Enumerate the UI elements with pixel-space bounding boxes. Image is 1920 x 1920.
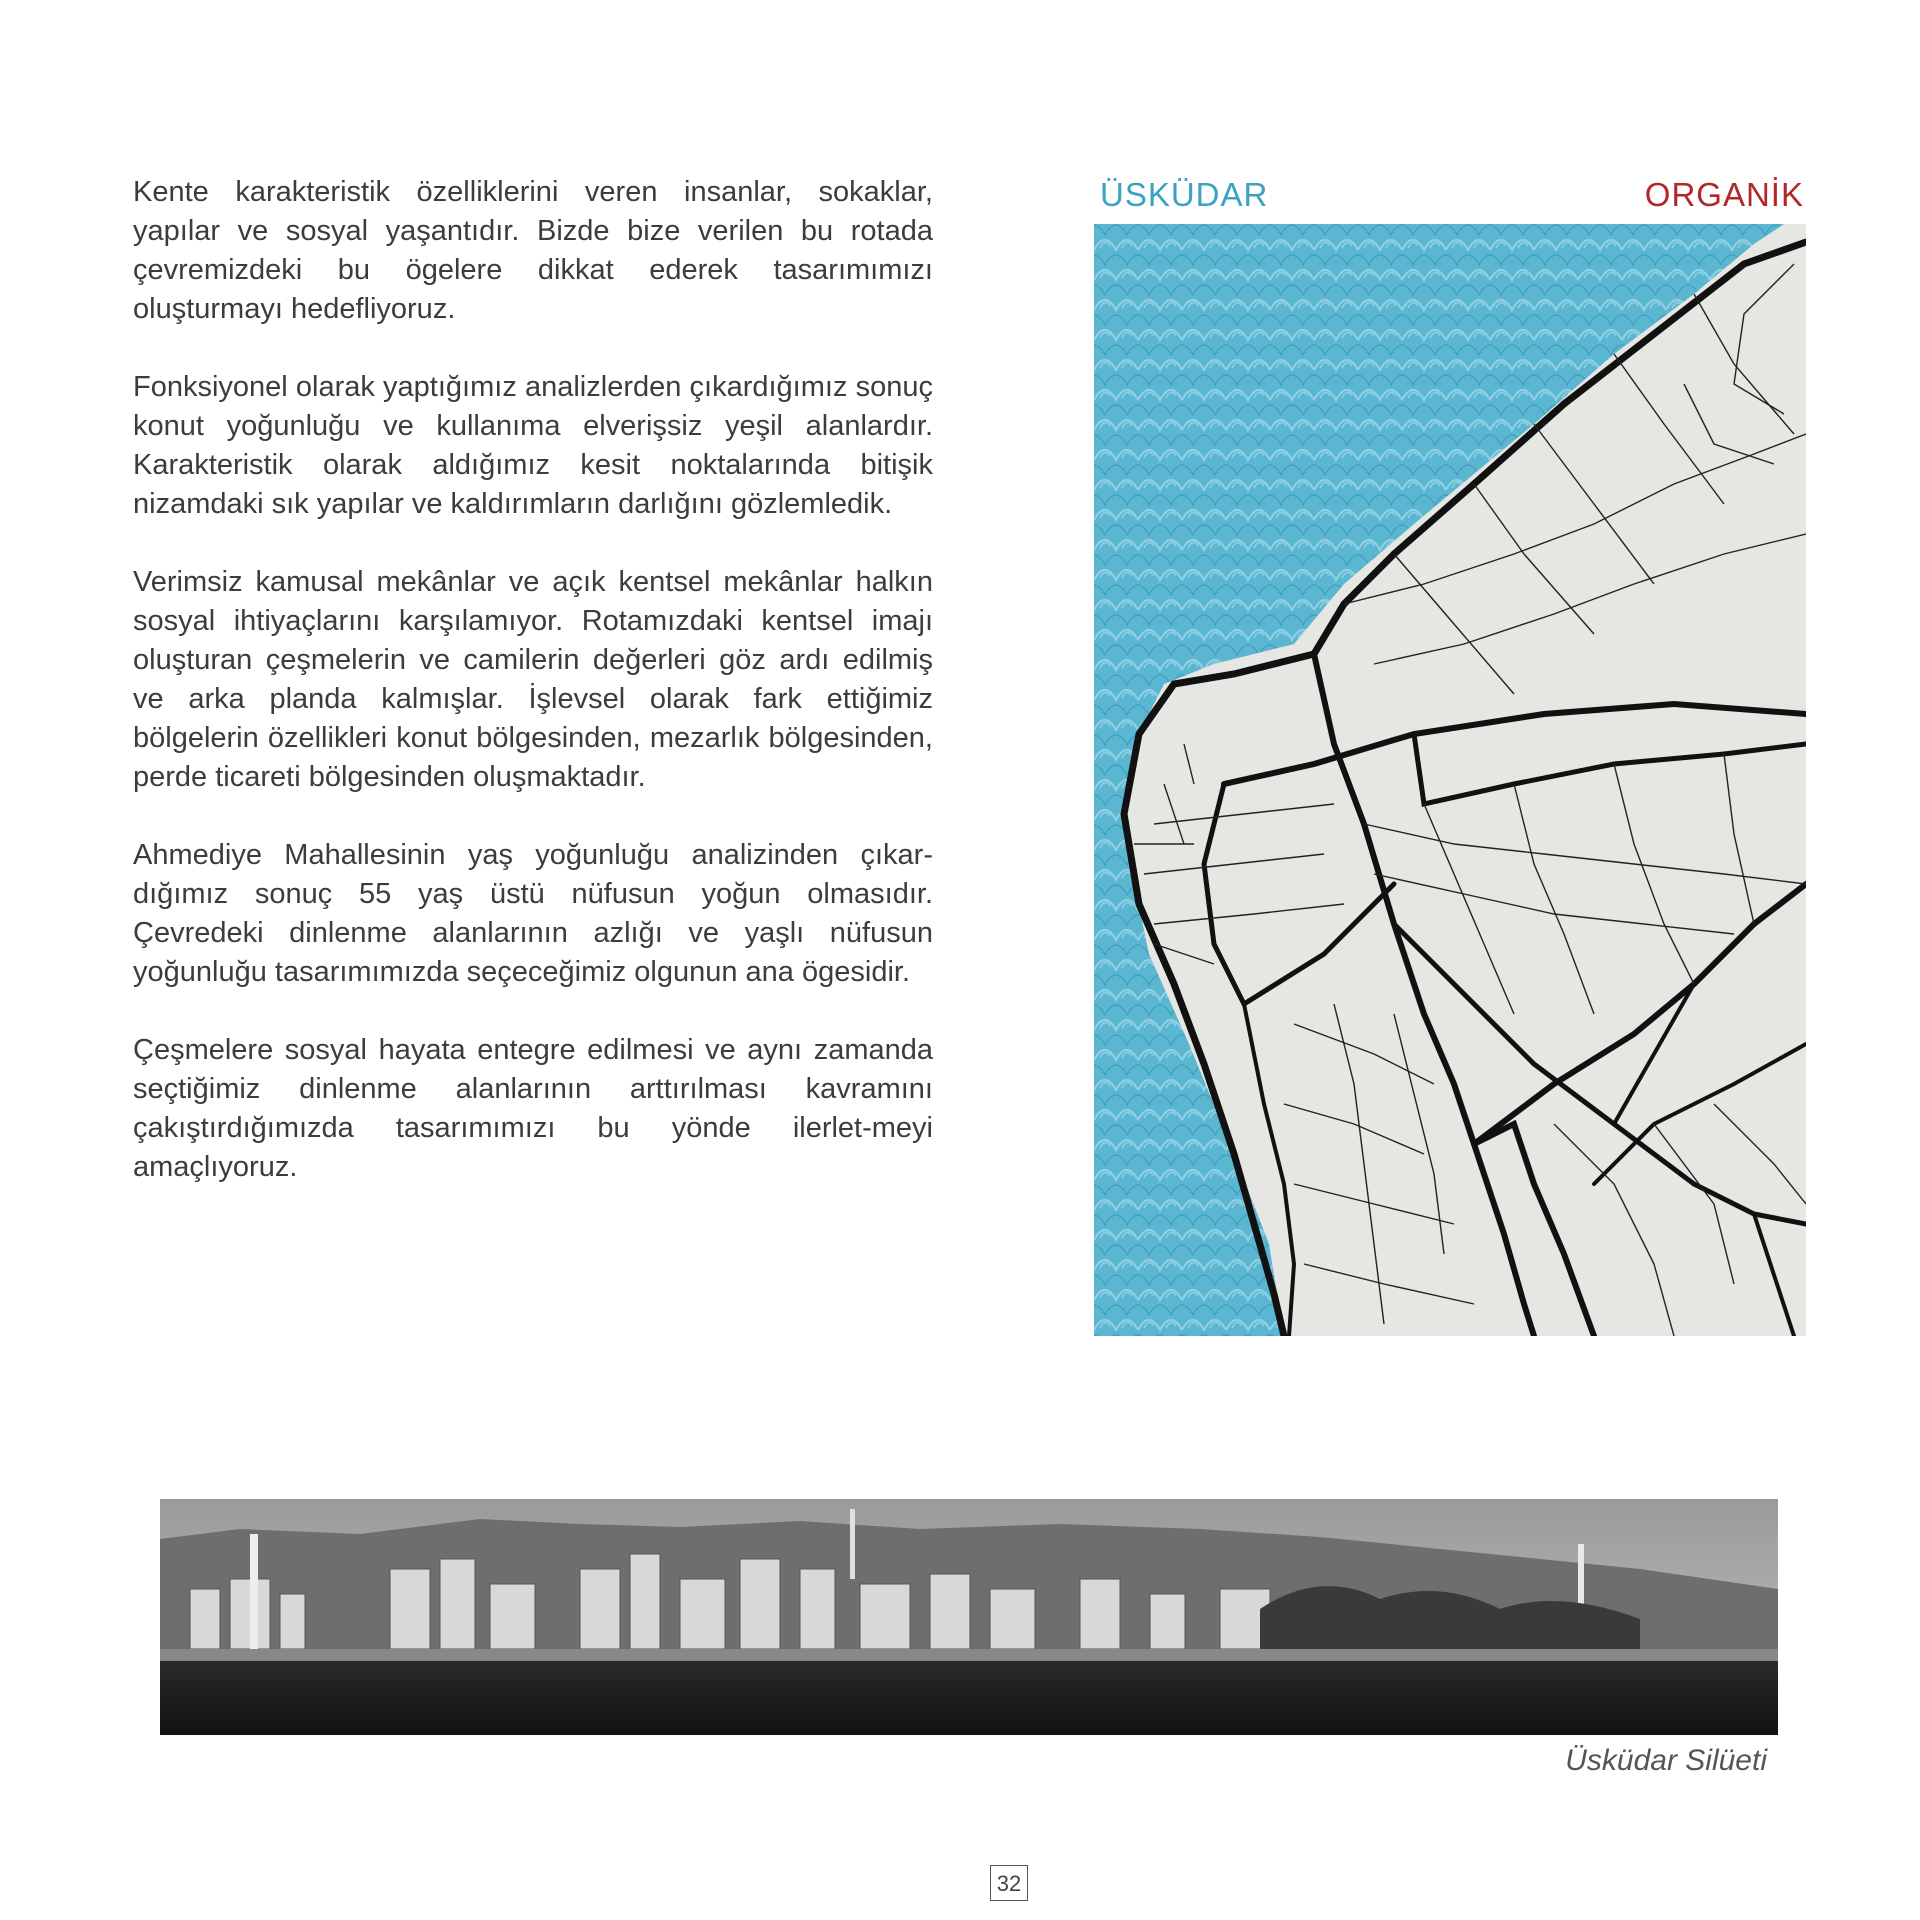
body-text xyxy=(133,173,933,1226)
paragraph-3: Verimsiz kamusal mekânlar ve açık kentsel mekânlar halkın sosyal ihtiyaçlarını karşılamıyor. Rotamızdaki kentsel imajı oluşturan çeşmelerin ve camilerin değerleri göz ardı edilmiş ve arka planda kalmışlar. İşlevsel olarak fark ettiğimiz bölgelerin özellikleri konut bölgesinden, mezarlık bölgesinden, perde ticareti bölgesinden oluşmaktadır. xyxy=(133,566,933,793)
uskudar-silhouette-photo xyxy=(160,1499,1778,1735)
tower xyxy=(250,1534,258,1649)
page-number: 32 xyxy=(990,1865,1028,1901)
map-title-bar xyxy=(1094,168,1806,224)
photo-caption: Üsküdar Silüeti xyxy=(1565,1744,1767,1777)
shoreline xyxy=(160,1649,1778,1661)
paragraph-5: Çeşmelere sosyal hayata entegre edilmesi ve aynı zamanda seçtiğimiz dinlenme alanlarının arttırılması kavramını çakıştırdığımızda tasarımımızı bu yönde ilerlet-meyi amaçlıyoruz. xyxy=(133,1034,933,1183)
water xyxy=(160,1661,1778,1735)
map-title-left: ÜSKÜDAR xyxy=(1100,176,1269,213)
paragraph-2: Fonksiyonel olarak yaptığımız analizlerden çıkardığımız sonuç konut yoğunluğu ve kullanıma elverişsiz yeşil alanlardır. Karakteristik olarak aldığımız kesit noktalarında bitişik nizamdaki sık yapılar ve kaldırımların darlığını gözlemledik. xyxy=(133,371,933,520)
map-title-right: ORGANİK xyxy=(1644,176,1804,213)
minaret-left xyxy=(850,1509,855,1579)
uskudar-map-figure xyxy=(1094,168,1806,1336)
street-map xyxy=(1094,224,1806,1336)
paragraph-1: Kente karakteristik özelliklerini veren insanlar, sokaklar, yapılar ve sosyal yaşantıdır. Bizde bize verilen bu rotada çevremizdeki bu ögelere dikkat ederek tasarımımızı oluşturmayı hedefliyoruz. xyxy=(133,176,933,325)
paragraph-4: Ahmediye Mahallesinin yaş yoğunluğu analizinden çıkar-dığımız sonuç 55 yaş üstü nüfusun yoğun olmasıdır. Çevredeki dinlenme alanlarının azlığı ve yaşlı nüfusun yoğunluğu tasarımımızda seçeceğimiz olgunun ana ögesidir. xyxy=(133,839,933,988)
